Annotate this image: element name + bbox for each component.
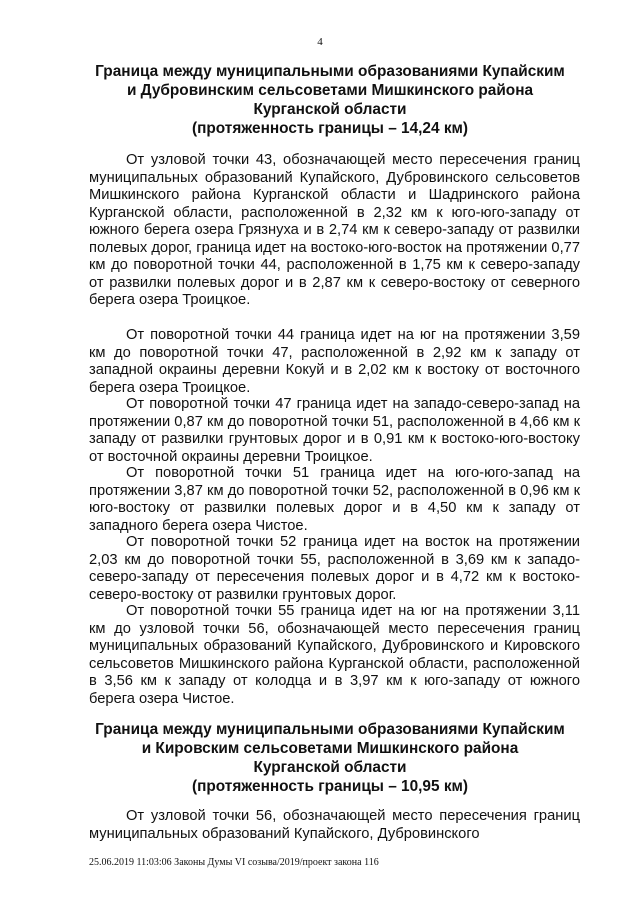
section-1-title-line: (протяженность границы – 14,24 км) — [191, 120, 469, 137]
section-2-title-line: и Кировским сельсоветами Мишкинского района — [141, 740, 519, 757]
section-1-title-line: Курганской области — [253, 101, 407, 118]
section-2-paragraph: От узловой точки 56, обозначающей место пересечения границ муниципальных образований Купайского, Дубровинского — [89, 808, 580, 842]
section-1-paragraph: От узловой точки 43, обозначающей место пересечения границ муниципальных образований Купайского, Дубровинского сельсоветов Мишкинского района Курганской области и Шадринского района Курганской области, расположенной в 2,32 км к юго-юго-западу от южного берега озера Грязнуха и в 2,74 км к северо-западу от развилки полевых дорог, граница идет на востоко-юго-восток на протяжении 0,77 км до поворотной точки 44, расположенной в 1,75 км к северо-западу от развилки полевых дорог и в 2,87 км к северо-востоку от северного берега озера Троицкое. — [89, 152, 580, 308]
section-2-title — [80, 720, 580, 796]
section-1-paragraph: От поворотной точки 47 граница идет на западо-северо-запад на протяжении 0,87 км до поворотной точки 51, расположенной в 4,66 км к западу от развилки грунтовых дорог и в 0,91 км к востоко-юго-востоку от восточной окраины деревни Троицкое. — [89, 396, 580, 465]
section-1-paragraph: От поворотной точки 51 граница идет на юго-юго-запад на протяжении 3,87 км до поворотной точки 52, расположенной в 0,96 км к юго-востоку от развилки полевых дорог и в 4,50 км к западу от западного берега озера Чистое. — [89, 465, 580, 534]
section-2-title-line: (протяженность границы – 10,95 км) — [191, 778, 469, 795]
section-1-title-line: и Дубровинским сельсоветами Мишкинского района — [126, 82, 534, 99]
section-1-title — [80, 62, 580, 138]
section-1-paragraph: От поворотной точки 52 граница идет на восток на протяжении 2,03 км до поворотной точки 55, расположенной в 3,69 км к западо-северо-западу от пересечения полевых дорог и в 4,72 км к востоко-северо-востоку от развилки грунтовых дорог. — [89, 534, 580, 603]
footer-file-path: 25.06.2019 11:03:06 Законы Думы VI созыва/2019/проект закона 116 — [89, 857, 379, 868]
section-1-title-line: Граница между муниципальными образованиями Купайским — [95, 63, 565, 80]
section-1-paragraph: От поворотной точки 55 граница идет на юг на протяжении 3,11 км до узловой точки 56, обозначающей место пересечения границ муниципальных образований Купайского, Дубровинского и Кировского сельсоветов Мишкинского района Курганской области, расположенной в 3,56 км к западу от колодца и в 3,97 км к юго-западу от южного берега озера Чистое. — [89, 603, 580, 707]
section-2-title-line: Курганской области — [253, 759, 407, 776]
section-1-paragraph: От поворотной точки 44 граница идет на юг на протяжении 3,59 км до поворотной точки 47, расположенной в 2,92 км к западу от западной окраины деревни Кокуй и в 2,02 км к востоку от восточного берега озера Троицкое. — [89, 327, 580, 396]
section-2-title-line: Граница между муниципальными образованиями Купайским — [95, 721, 565, 738]
page-number: 4 — [317, 36, 323, 48]
